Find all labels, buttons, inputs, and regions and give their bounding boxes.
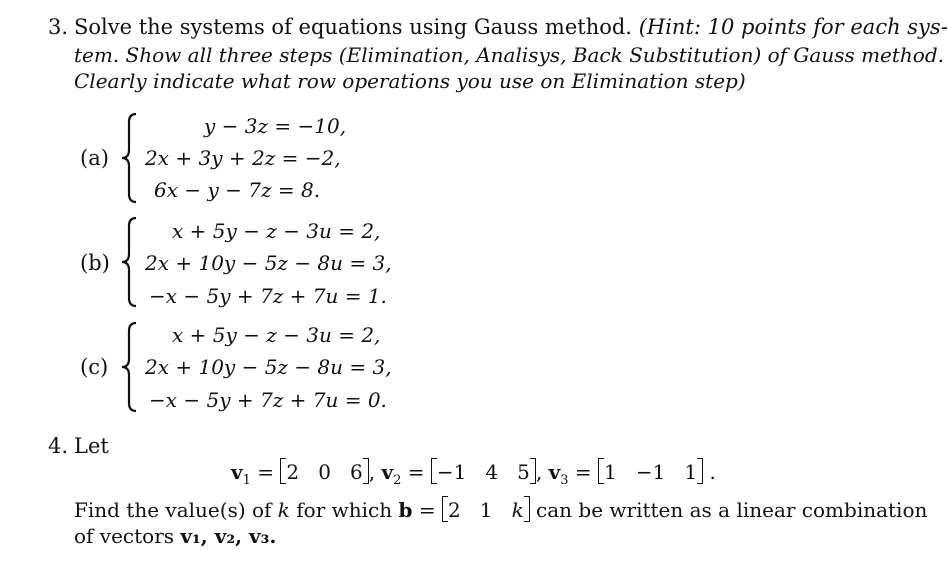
v1-right-bracket [363, 458, 369, 484]
problem-4-line-2 [74, 523, 276, 549]
system-b-label: (b) [80, 251, 110, 275]
system-b-brace-icon [118, 216, 140, 308]
v2-right-bracket [530, 458, 536, 484]
vector-v2-sub: 2 [393, 473, 402, 488]
problem-4-let: Let [74, 434, 109, 458]
find-k: k [277, 498, 290, 522]
b-entries: 2 1 [447, 498, 493, 522]
vector-v3-sub: 3 [560, 473, 569, 488]
v3-right-bracket [697, 458, 703, 484]
vector-v3-entries: 1 −1 1 [604, 460, 698, 484]
line2-vectors: v₁, v₂, v₃. [180, 524, 277, 548]
b-k: k [511, 498, 524, 522]
vector-v1-entries: 2 0 6 [286, 460, 363, 484]
system-a-eq-1: y − 3z = −10, [204, 114, 347, 138]
vector-v2-entries: −1 4 5 [436, 460, 530, 484]
vector-v1-sub: 1 [242, 473, 251, 488]
problem-3-intro-text: Solve the systems of equations using Gauss method. [74, 15, 632, 39]
system-b-eq-1: x + 5y − z − 3u = 2, [172, 219, 381, 243]
problem-3-number: 3. [48, 15, 69, 39]
b-vector-name: b [398, 498, 413, 522]
system-a-eq-3: 6x − y − 7z = 8. [154, 178, 321, 202]
system-a-brace-icon [118, 112, 140, 204]
b-right-bracket [524, 496, 530, 522]
hint-line-1: (Hint: 10 points for each sys- [638, 15, 948, 39]
system-c-eq-2: 2x + 10y − 5z − 8u = 3, [145, 355, 392, 379]
find-text-b: for which [296, 498, 393, 522]
vectors-definition: $v_1 = 2$ 0 6 , $v_2 = -1$ 4 5 , $v_3 = 1 -1$ 1 . [231, 460, 716, 488]
problem-4-find-line: Find the value(s) of k for which b = 2 1 k can be written as a linear combination [74, 498, 928, 522]
system-a-eq-2: 2x + 3y + 2z = −2, [145, 146, 341, 170]
vector-v3-name: v [548, 460, 561, 484]
line2-text: of vectors [74, 524, 175, 548]
system-c-label: (c) [80, 355, 109, 379]
hint-line-2: tem. Show all three steps (Elimination, Analisys, Back Substitution) of Gauss method. [74, 43, 945, 67]
system-b-eq-3: −x − 5y + 7z + 7u = 1. [149, 284, 387, 308]
vector-v2-name: v [381, 460, 394, 484]
system-a-label: (a) [80, 146, 109, 170]
problem-4-number: 4. [48, 434, 69, 458]
system-c-eq-1: x + 5y − z − 3u = 2, [172, 323, 381, 347]
system-b-eq-2: 2x + 10y − 5z − 8u = 3, [145, 251, 392, 275]
find-text-a: Find the value(s) of [74, 498, 272, 522]
system-c-brace-icon [118, 321, 140, 413]
hint-line-3: Clearly indicate what row operations you use on Elimination step) [74, 69, 746, 93]
system-c-eq-3: −x − 5y + 7z + 7u = 0. [149, 388, 387, 412]
problem-3-intro [74, 14, 948, 40]
vector-v1-name: v [231, 460, 243, 484]
find-text-c: can be written as a linear combination [536, 498, 928, 522]
